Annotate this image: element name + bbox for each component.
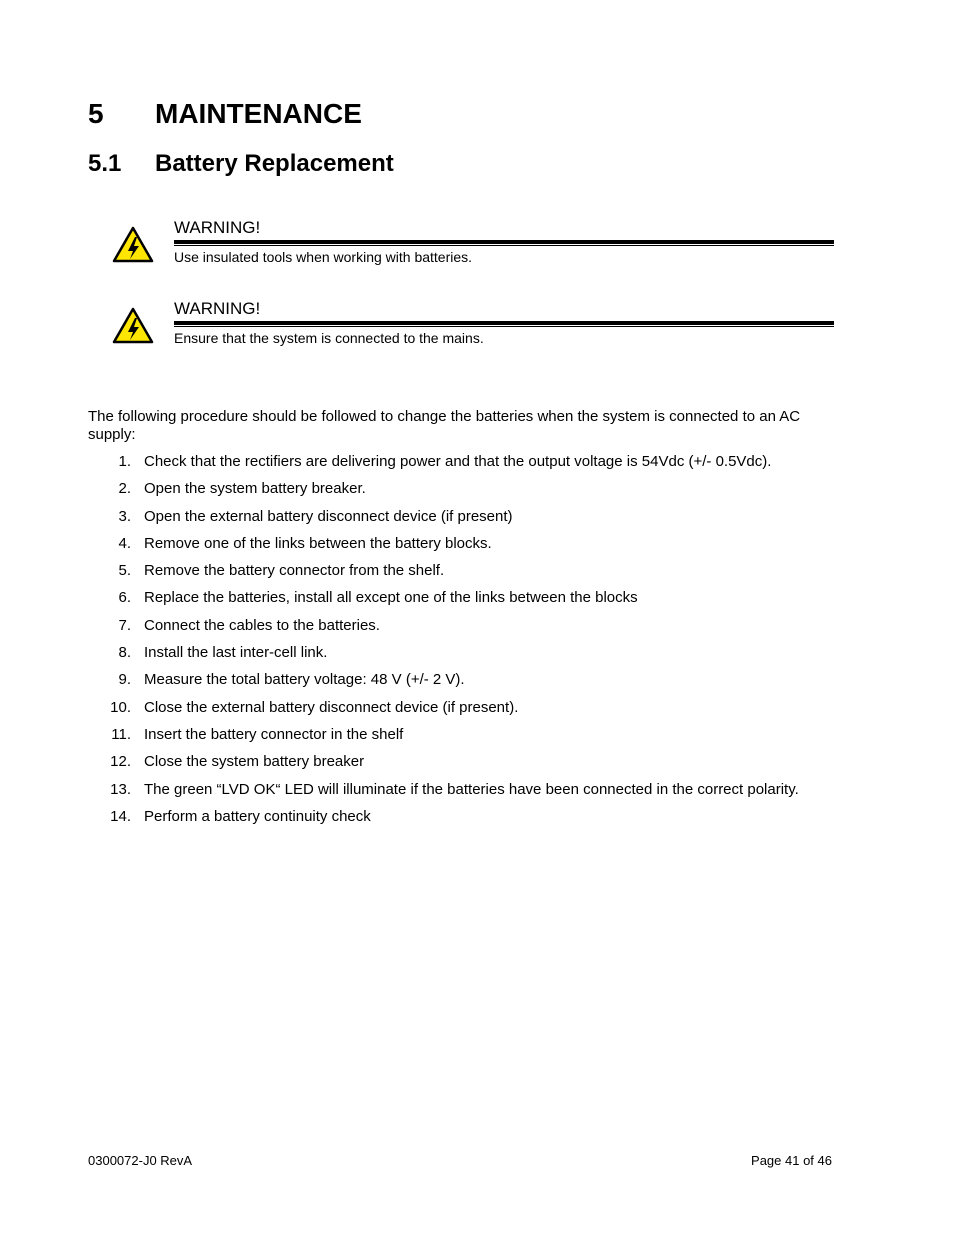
- step-text: Close the external battery disconnect device (if present).: [144, 698, 519, 716]
- list-item: [88, 781, 848, 808]
- step-number: 2.: [118, 480, 131, 498]
- step-text: Insert the battery connector in the shelf: [144, 725, 404, 743]
- section-heading: [88, 98, 362, 130]
- step-text: Install the last inter-cell link.: [144, 644, 328, 662]
- list-item: [88, 508, 848, 535]
- warning-rule: [174, 321, 834, 327]
- step-number: 3.: [118, 507, 131, 525]
- step-number: 13.: [110, 780, 131, 798]
- step-number: 7.: [118, 616, 131, 634]
- step-text: Open the system battery breaker.: [144, 480, 366, 498]
- section-number: 5: [88, 98, 104, 129]
- step-text: The green “LVD OK“ LED will illuminate if the batteries have been connected in the correct polarity.: [144, 780, 799, 798]
- step-number: 10.: [110, 698, 131, 716]
- subsection-heading: [88, 150, 394, 178]
- high-voltage-warning-icon: [112, 307, 154, 344]
- footer-page-number: Page 41 of 46: [751, 1153, 832, 1168]
- list-item: [88, 535, 848, 562]
- footer-doc-id: 0300072-J0 RevA: [88, 1153, 193, 1168]
- list-item: [88, 453, 848, 480]
- step-text: Open the external battery disconnect device (if present): [144, 507, 513, 525]
- step-text: Remove the battery connector from the shelf.: [144, 562, 445, 580]
- list-item: [88, 480, 848, 507]
- list-item: [88, 589, 848, 616]
- warning-title: WARNING!: [174, 218, 261, 237]
- step-number: 9.: [118, 671, 131, 689]
- list-item: [88, 726, 848, 753]
- list-item: [88, 753, 848, 780]
- step-text: Check that the rectifiers are delivering power and that the output voltage is 54Vdc (+/- 0.5Vdc).: [144, 453, 772, 470]
- warning-box: [112, 299, 834, 359]
- step-number: 14.: [110, 807, 131, 825]
- step-text: Remove one of the links between the battery blocks.: [144, 534, 492, 552]
- step-number: 1.: [118, 453, 131, 470]
- step-number: 5.: [118, 562, 131, 580]
- subsection-title: Battery Replacement: [155, 150, 394, 177]
- section-title: MAINTENANCE: [155, 98, 362, 129]
- list-item: [88, 644, 848, 671]
- step-text: Replace the batteries, install all except one of the links between the blocks: [144, 589, 638, 607]
- step-number: 8.: [118, 644, 131, 662]
- list-item: [88, 699, 848, 726]
- list-item: [88, 562, 848, 589]
- high-voltage-warning-icon: [112, 226, 154, 263]
- step-number: 6.: [118, 589, 131, 607]
- list-item: [88, 808, 848, 835]
- list-item: [88, 671, 848, 698]
- step-text: Measure the total battery voltage: 48 V (+/- 2 V).: [144, 671, 465, 689]
- subsection-number: 5.1: [88, 150, 122, 177]
- step-text: Connect the cables to the batteries.: [144, 616, 380, 634]
- list-item: [88, 617, 848, 644]
- procedure-steps: [88, 453, 848, 835]
- warning-title: WARNING!: [174, 299, 261, 318]
- warning-box: [112, 218, 834, 278]
- intro-paragraph: The following procedure should be followed to change the batteries when the system is connected to an AC supply:: [88, 408, 801, 443]
- step-text: Perform a battery continuity check: [144, 807, 371, 825]
- step-number: 11.: [111, 725, 131, 743]
- warning-rule: [174, 240, 834, 246]
- step-number: 12.: [110, 753, 131, 771]
- step-number: 4.: [118, 534, 131, 552]
- warning-text: Ensure that the system is connected to the mains.: [174, 330, 484, 346]
- warning-text: Use insulated tools when working with batteries.: [174, 249, 473, 265]
- step-text: Close the system battery breaker: [144, 753, 365, 771]
